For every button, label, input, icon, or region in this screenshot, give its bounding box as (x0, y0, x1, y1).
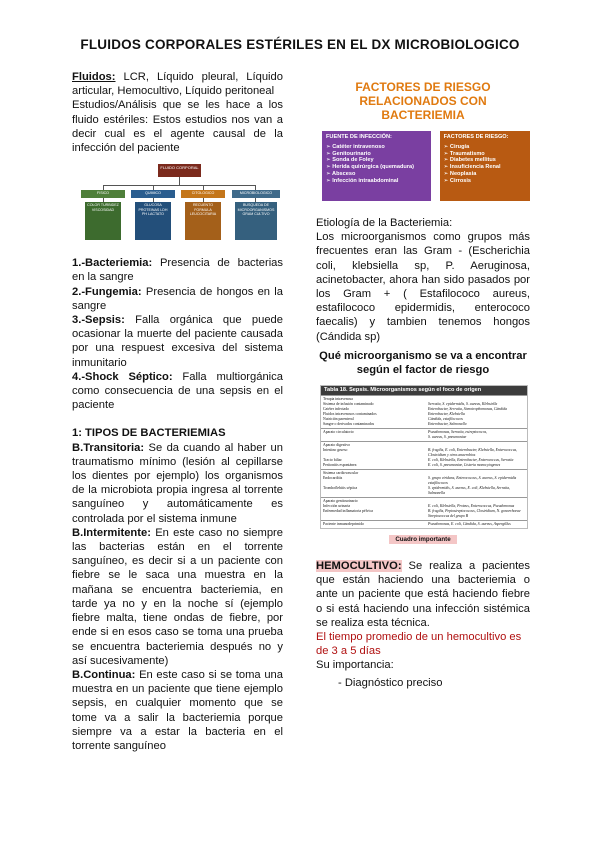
risk-boxes (322, 131, 530, 201)
tree-child-quimico: QUIMICO (131, 190, 175, 198)
tiempo-promedio: El tiempo promedio de un hemocultivo es de 3 a 5 días (316, 631, 522, 658)
list-item: ➢ Genitourinario (326, 150, 371, 157)
list-item: ➢ Neoplasia (443, 170, 477, 177)
table-cell-focus: Aparato digestivo (323, 442, 351, 447)
table-cell-focus: Infección urinaria (323, 503, 351, 508)
list-item: ➢ Cirrosis (443, 177, 472, 184)
item-shock-septico: 4.-Shock Séptico: Falla multiorgánica como consecuencia de una sepsis en el paciente (72, 370, 283, 412)
tipo-transitoria: B.Transitoria: Se da cuando al haber un traumatismo mínimo (lesión al cepillarse los dientes por ejemplo) los organismos de la microbiota propia ingresa al torrente sanguíneo y automáticamente es controlada por el sistema inmune (72, 441, 283, 525)
table-cell-focus: Aparato genitourinario (323, 498, 358, 503)
fluidos-text: LCR, Líquido pleural, Líquido articular, Hemocultivo, Líquido peritoneal (72, 71, 283, 98)
infection-source-box: FUENTE DE INFECCIÓN: ➢ Catéter intravenoso ➢ Genitourinario ➢ Sonda de Foley ➢ Herida quirúrgica (quemadura) ➢ Absceso ➢ Infección intraabdominal (322, 131, 431, 201)
table-cell-focus: Peritonitis espontánea (323, 462, 357, 467)
table-header: Tabla 18. Sepsis. Microorganismos según el foco de origen (321, 386, 527, 395)
table-cell-organisms: E. coli, S. pneumoniae, Listeria monocytogenes (428, 462, 501, 467)
table-cell-focus: Sistema cardiovascular (323, 470, 359, 475)
table-cell-focus: Tracto biliar (323, 457, 342, 462)
table-section (321, 395, 527, 428)
tree-leaf-microbiologico: BUSQUEDA DE MICROORGANISMOS GRAM CULTIVO (235, 202, 277, 240)
table-section (321, 520, 527, 528)
hemocultivo-paragraph: HEMOCULTIVO: Se realiza a pacientes que están haciendo una bacteriemia o ante un paciente que está haciendo fiebre o si está haciendo una infección sistémica se realiza esta técnica. (316, 560, 530, 629)
item-sepsis: 3.-Sepsis: Falla orgánica que puede ocasionar la muerte del paciente causada por una respuest excesiva del sistema inmunitario (72, 314, 283, 369)
table-cell-organisms: B. fragilis, E. coli, Enterobacter, Klebsiella, Enterococcus, Clostridium y otros anaerobios (428, 447, 518, 457)
fluidos-paragraph (72, 70, 283, 98)
list-item: ➢ Diabetes mellitus (443, 157, 496, 164)
tree-connector (179, 177, 180, 185)
cuadro-importante: Cuadro importante (316, 531, 530, 547)
list-item: ➢ Traumatismo (443, 150, 485, 157)
table-cell-focus: Fluidos intravenosos contaminados (323, 411, 377, 416)
fluid-analysis-diagram (72, 164, 283, 244)
table-cell-organisms: S. epidermidis, S. aureus, E. coli, Klebsiella, Serratia, Salmonella (428, 485, 511, 495)
item-fungemia: 2.-Fungemia: Presencia de hongos en la sangre (72, 285, 283, 312)
table-cell-organisms: Serratia, S. epidermidis, S. aureus, Klebsiella (428, 401, 498, 406)
table-cell-organisms: B. fragilis, Peptostreptococcus, Clostridium, N. gonorrhoeae (428, 508, 521, 513)
table-cell-focus: Enfermedad inflamatoria pélvica (323, 508, 373, 513)
page-title: FLUIDOS CORPORALES ESTÉRILES EN EL DX MICROBIOLOGICO (80, 37, 520, 52)
table-cell-organisms: Enterobacter, Salmonella (428, 421, 467, 426)
table-cell-focus: Terapia intravenosa (323, 396, 353, 401)
table-cell-organisms: Pseudomonas, Serratia, estreptococos, (428, 429, 488, 434)
table-cell-focus: Sangre o derivados contaminados (323, 421, 375, 426)
microorganism-question: Qué microorganismo se va a encontrar según el factor de riesgo (319, 349, 527, 376)
list-item: ➢ Absceso (326, 170, 356, 177)
tree-child-citologico: CITOLOGICO (181, 190, 225, 198)
list-item: ➢ Herida quirúrgica (quemadura) (326, 164, 414, 171)
table-row (323, 448, 525, 458)
list-item: ➢ Sonda de Foley (326, 157, 374, 164)
table-cell-focus: Aparato circulatorio (323, 429, 354, 434)
list-item: ➢ Insuficiencia Renal (443, 164, 501, 171)
tipo-continua: B.Continua: En este caso si se toma una muestra en un paciente que tiene ejemplo sepsis, en cualquier momento que se tome va a salir la bacteriemia porque siempre va a estar la bacteria en el torrente sanguíneo (72, 668, 283, 752)
table-cell-organisms: estafilococos (428, 480, 448, 485)
table-cell-organisms: E. coli, Klebsiella, Proteus, Enterococcus, Pseudomonas (428, 503, 515, 508)
table-section (321, 428, 527, 441)
tree-leaf-citologico: RECUENTO FORMULA LEUCOCITARIA (185, 202, 221, 240)
table-cell-organisms: Enterobacter, Serratia, Stenotrophomonas, Cándida (428, 406, 508, 411)
tipo-intermitente: B.Intermitente: En este caso no siempre las bacterias están en el torrente sanguíneo, es decir si a un paciente con fiebre se le saca una muestra en la mañana se encuentra bacteriemia, en tarde ya no y en la noche sí (ejemplo fiebre malta, tiene ondas de fiebre, por ende si en esos caso se toma una prueba se encuentra bacteriemia después no y así sucesivamente) (72, 526, 283, 667)
tree-child-fisico: FISICO (81, 190, 125, 198)
estudios-paragraph: Estudios/Análisis que se les hace a los fluido estériles: Estos estudios nos van a decir cual es el agente causal de la infección del paciente (72, 99, 283, 155)
etiology-section: Etiología de la Bacteriemia: Los microorganismos como grupos más frecuentes eran las Gram - (Escherichia coli, klebsiella sp, P. Aeruginosa, acinetobacter, ahora han sido pasados por los Gram + ( Estafilococo aureus, estafilococo epidermidis, enterococo faecalis) y tambien tenemos hongos (Cándida sp) (316, 217, 530, 343)
table-cell-focus: Endocarditis (323, 475, 343, 480)
fluidos-label: Fluidos: (72, 71, 116, 83)
tree-root: FLUIDO CORPORAL (158, 164, 201, 177)
risk-factors-title: FACTORES DE RIESGO RELACIONADOS CON BACTERIEMIA (355, 80, 491, 122)
importancia-label: Su importancia: (316, 659, 394, 672)
table-cell-focus: Sistema de infusión contaminado (323, 401, 374, 406)
item-bacteriemia: 1.-Bacteriemia: Presencia de bacterias en la sangre (72, 257, 283, 284)
table-cell-focus (323, 514, 428, 519)
table-cell-organisms: E. coli, Klebsiella, Enterobacter, Enterococcus, Serratia (428, 457, 514, 462)
tipos-heading: 1: TIPOS DE BACTERIEMIAS (72, 427, 226, 440)
table-cell-organisms: Cándida, estafilococos (428, 416, 463, 421)
left-column (72, 70, 283, 753)
list-item: ➢ Catéter intravenoso (326, 143, 385, 150)
table-cell-focus: Tromboflebitis séptica (323, 485, 358, 490)
risk-factor-box: FACTORES DE RIESGO: ➢ Cirugía ➢ Traumatismo ➢ Diabetes mellitus ➢ Insuficiencia Renal ➢ Neoplasia ➢ Cirrosis (440, 131, 530, 201)
table-cell-focus: Catéter infectado (323, 406, 350, 411)
table-cell-organisms: S. aureus, S. pneumoniae (428, 434, 467, 439)
tree-leaf-quimico: GLUCOSA PROTEINAS LDH PH LACTATO (135, 202, 171, 240)
table-row (323, 435, 525, 440)
table-cell-organisms: S. grupo viridans, Enterococcus, S. aureus, S. epidermidis (428, 475, 517, 480)
list-item: ➢ Infección intraabdominal (326, 177, 399, 184)
table-section (321, 441, 527, 469)
bullet-diagnostico: - Diagnóstico preciso (338, 676, 443, 689)
table-row (323, 514, 525, 519)
tree-connector (103, 185, 255, 186)
table-row (323, 486, 525, 496)
table-cell-organisms: Streptococcus del grupo B (428, 513, 469, 518)
table-cell-focus (323, 435, 428, 440)
table-cell-organisms: Pseudomonas, E. coli, Cándida, S. aureus, Aspergillus (428, 521, 511, 526)
table-section (321, 469, 527, 497)
table-row (323, 463, 525, 468)
table-cell-focus: Intestino grueso (323, 447, 348, 452)
list-item: ➢ Cirugía (443, 143, 470, 150)
tree-child-microbiologico: MICROBIOLOGICO (232, 190, 280, 198)
table-cell-focus: Paciente inmunodeprimido (323, 521, 365, 526)
table-cell-focus: Nutrición parenteral (323, 416, 354, 421)
tree-leaf-fisico: COLOR TURBIDEZ VISCOSIDAD (85, 202, 121, 240)
table-cell-organisms: Enterobacter, Klebsiella (428, 411, 465, 416)
table-row (323, 422, 525, 427)
right-column (316, 70, 530, 690)
table-row (323, 522, 525, 527)
table-section (321, 497, 527, 520)
sepsis-table (320, 385, 528, 529)
